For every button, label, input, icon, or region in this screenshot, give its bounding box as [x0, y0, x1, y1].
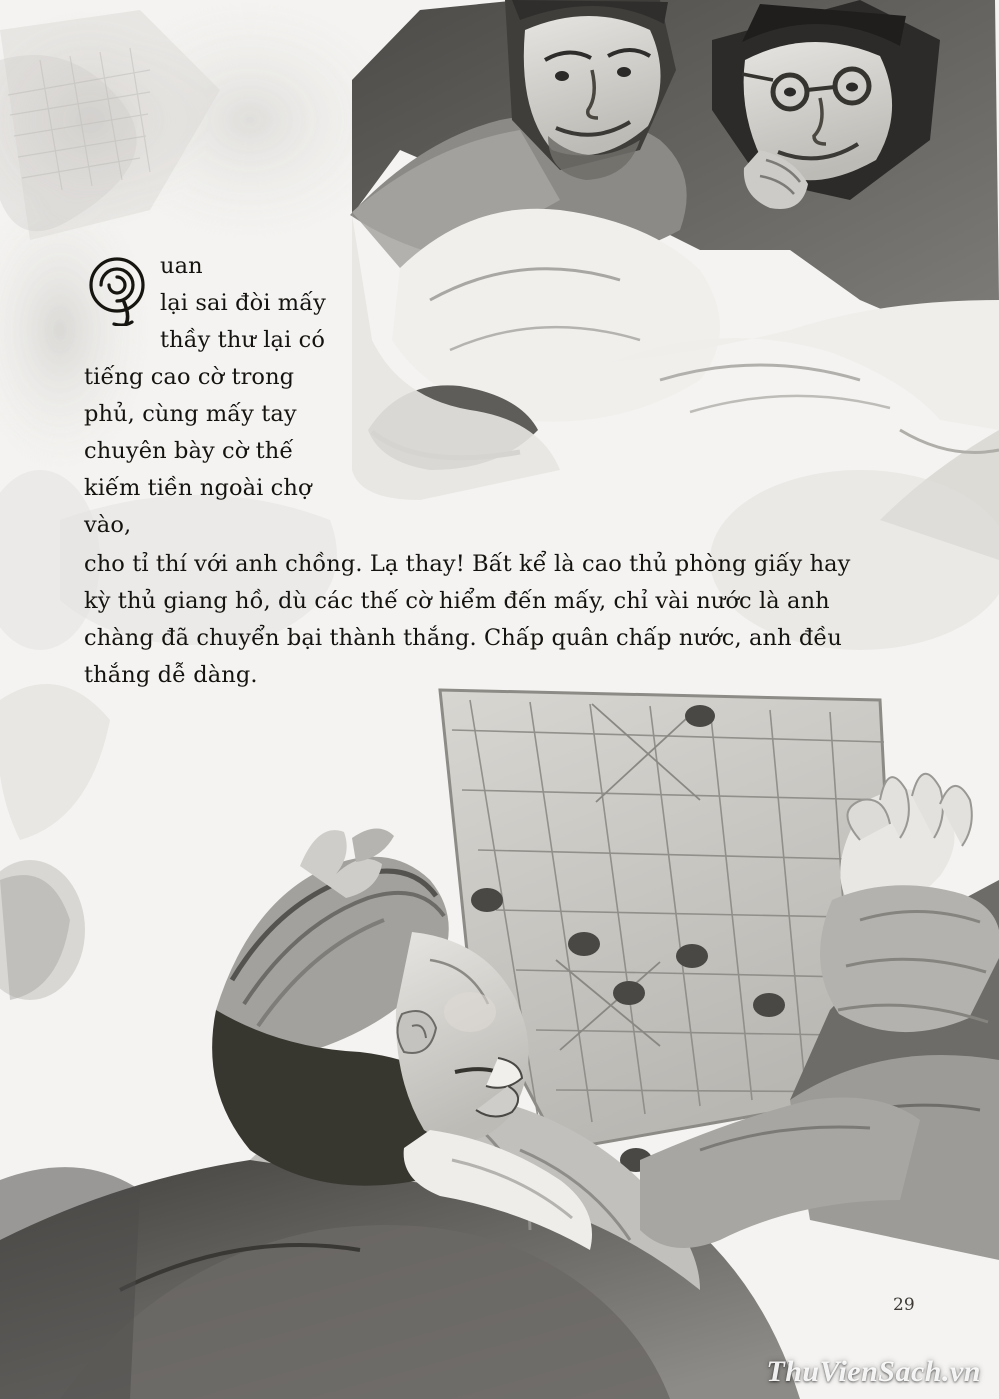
text-line: phủ, cùng mấy tay	[84, 401, 297, 427]
page-number: 29	[893, 1295, 915, 1315]
text-line: chuyên bày cờ thế	[84, 438, 294, 464]
drop-cap-q	[84, 254, 156, 326]
text-line: kiếm tiền ngoài chợ vào,	[84, 475, 312, 538]
text-line: kỳ thủ giang hồ, dù các thế cờ hiểm đến mấy, chỉ vài nước là anh	[84, 588, 830, 614]
text-line: cho tỉ thí với anh chồng. Lạ thay! Bất kể là cao thủ phòng giấy hay	[84, 551, 851, 577]
body-text	[84, 248, 924, 694]
text-line: tiếng cao cờ trong	[84, 364, 295, 390]
text-line: lại sai đòi mấy	[160, 290, 326, 316]
watermark: ThuVienSach.vn	[766, 1355, 981, 1388]
text-line: thắng dễ dàng.	[84, 662, 258, 688]
wide-column	[84, 544, 924, 694]
text-line: uan	[160, 253, 203, 279]
text-line: chàng đã chuyển bại thành thắng. Chấp quân chấp nước, anh đều	[84, 625, 842, 651]
text-line: thầy thư lại có	[160, 327, 325, 353]
